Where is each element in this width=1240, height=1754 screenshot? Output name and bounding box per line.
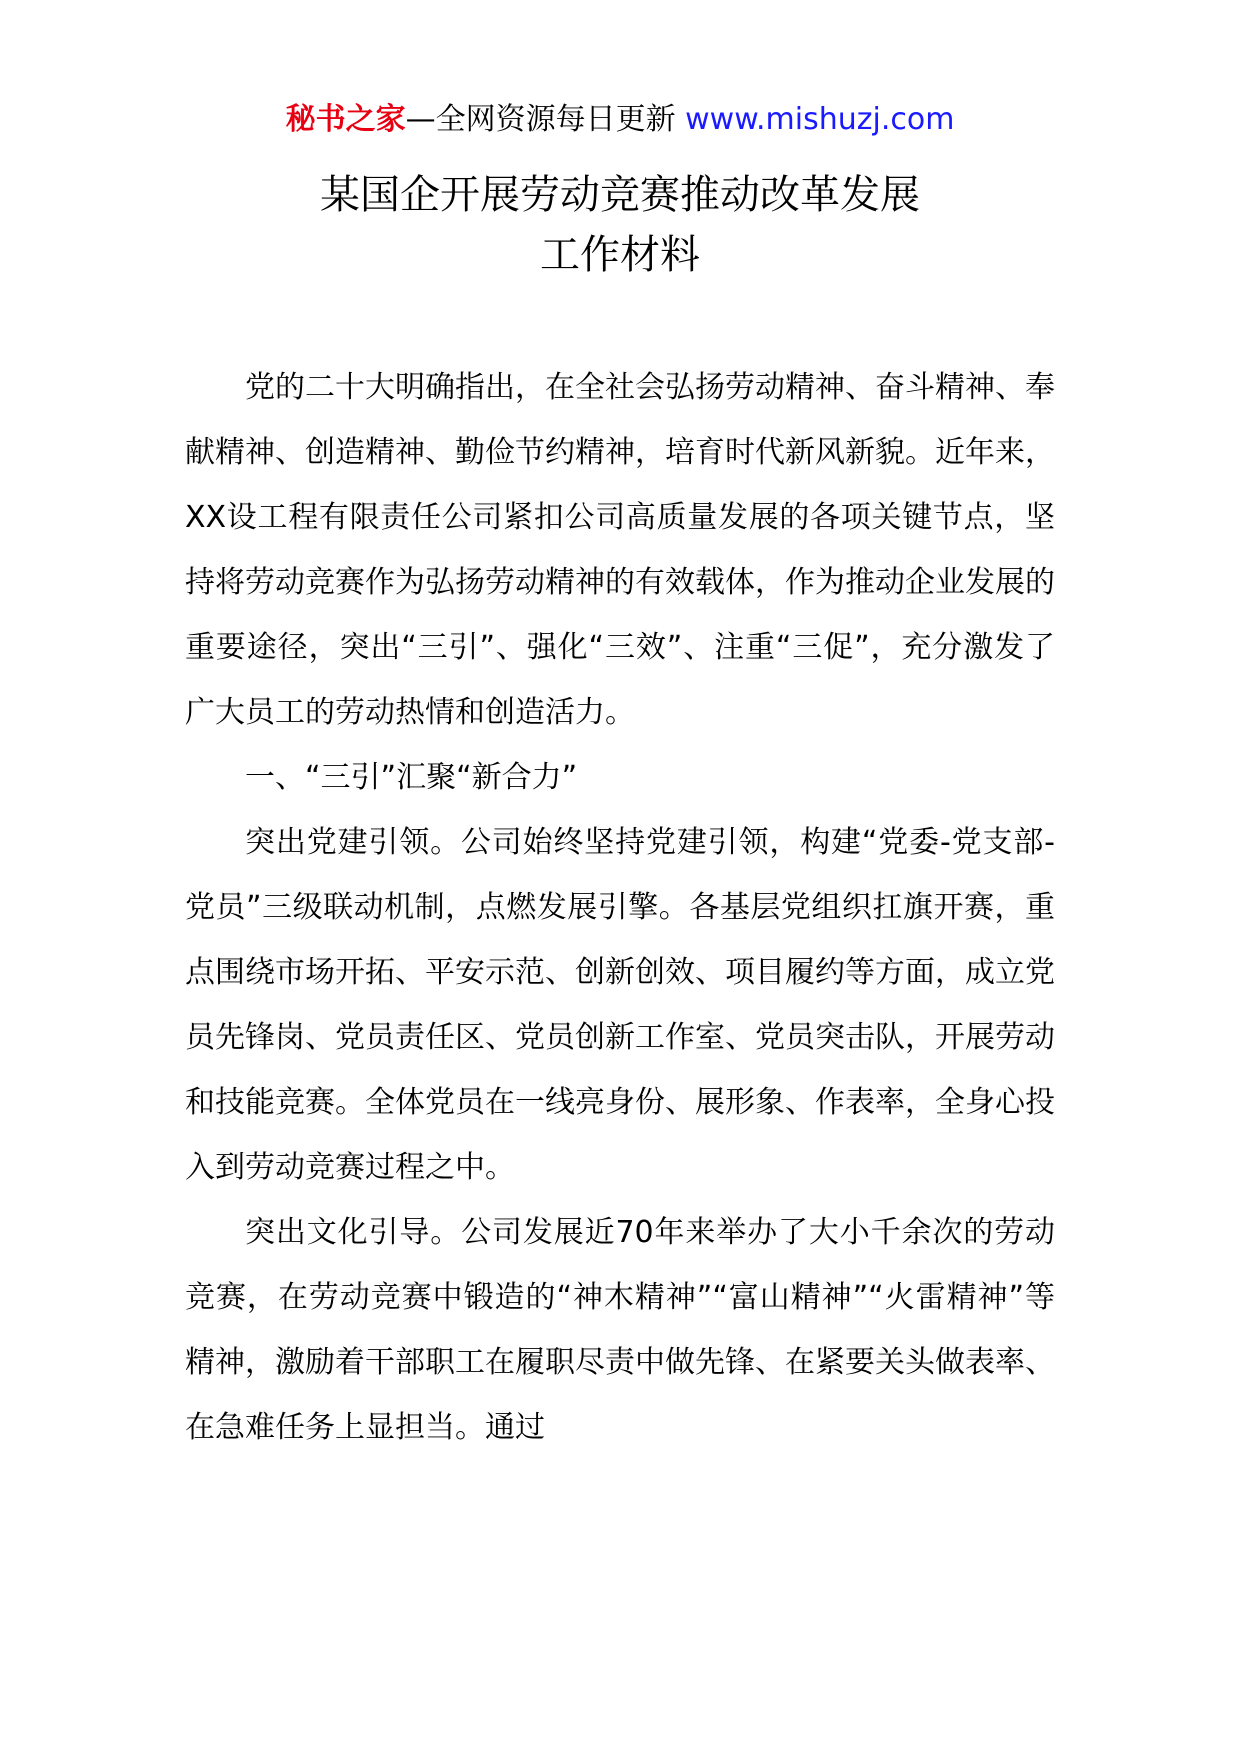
paragraph-culture: 突出文化引导。公司发展近70年来举办了大小千余次的劳动竞赛，在劳动竞赛中锻造的“神木精神”“富山精神”“火雷精神”等精神，激励着干部职工在履职尽责中做先锋、在紧要关头做表率、在急难任务上显担当。通过 — [185, 1215, 1055, 1445]
header-slogan: —全网资源每日更新 — [405, 102, 686, 137]
title-line-1: 某国企开展劳动竞赛推动改革发展 — [320, 172, 920, 218]
watermark-header — [0, 100, 1240, 140]
paragraph-party-building: 突出党建引领。公司始终坚持党建引领，构建“党委-党支部-党员”三级联动机制，点燃发展引擎。各基层党组织扛旗开赛，重点围绕市场开拓、平安示范、创新创效、项目履约等方面，成立党员先锋岗、党员责任区、党员创新工作室、党员突击队，开展劳动和技能竞赛。全体党员在一线亮身份、展形象、作表率，全身心投入到劳动竞赛过程之中。 — [185, 825, 1055, 1185]
brand-name: 秘书之家 — [285, 102, 406, 137]
paragraph-intro: 党的二十大明确指出，在全社会弘扬劳动精神、奋斗精神、奉献精神、创造精神、勤俭节约精神，培育时代新风新貌。近年来，XX设工程有限责任公司紧扣公司高质量发展的各项关键节点，坚持将劳动竞赛作为弘扬劳动精神的有效载体，作为推动企业发展的重要途径，突出“三引”、强化“三效”、注重“三促”，充分激发了广大员工的劳动热情和创造活力。 — [185, 370, 1055, 730]
title-line-2: 工作材料 — [540, 232, 700, 278]
document-body — [185, 355, 1055, 1460]
site-url: www.mishuzj.com — [685, 102, 955, 137]
document-title — [0, 165, 1240, 285]
section-heading-1: 一、“三引”汇聚“新合力” — [245, 760, 578, 795]
